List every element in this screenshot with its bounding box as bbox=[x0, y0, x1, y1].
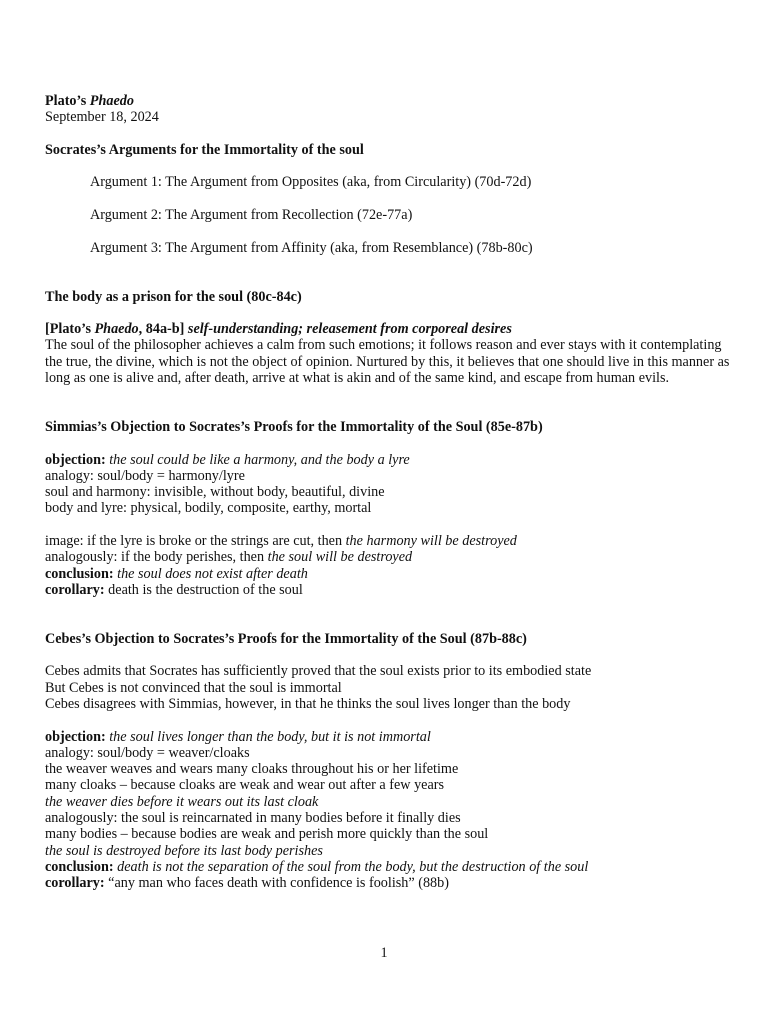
simmias-analogy: analogy: soul/body = harmony/lyre bbox=[45, 467, 245, 484]
objection-text: the soul lives longer than the body, but it is not immortal bbox=[105, 728, 431, 745]
simmias-body-lyre: body and lyre: physical, bodily, composite, earthy, mortal bbox=[45, 500, 372, 517]
citation-theme: self-understanding; releasement from corporeal desires bbox=[184, 321, 512, 338]
prison-citation bbox=[45, 321, 735, 337]
simmias-analogously bbox=[45, 549, 735, 565]
cebes-conclusion bbox=[45, 859, 735, 875]
simmias-corollary bbox=[45, 582, 735, 598]
analog-italic: the soul will be destroyed bbox=[267, 549, 413, 566]
document-date: September 18, 2024 bbox=[45, 109, 159, 126]
objection-text: the soul could be like a harmony, and the body a lyre bbox=[105, 451, 410, 468]
objection-label: objection: bbox=[45, 451, 106, 468]
citation-close: , 84a-b] bbox=[138, 321, 185, 338]
conclusion-text: death is not the separation of the soul from the body, but the destruction of the soul bbox=[113, 858, 589, 875]
analog-prefix: analogously: if the body perishes, then bbox=[45, 549, 268, 566]
argument-item: Argument 2: The Argument from Recollection (72e-77a) bbox=[90, 207, 413, 224]
cebes-bodies-line: many bodies – because bodies are weak and perish more quickly than the soul bbox=[45, 826, 489, 843]
conclusion-text: the soul does not exist after death bbox=[113, 565, 308, 582]
cebes-intro-line: But Cebes is not convinced that the soul is immortal bbox=[45, 679, 342, 696]
citation-work: Phaedo bbox=[94, 321, 139, 338]
corollary-text: death is the destruction of the soul bbox=[104, 581, 303, 598]
page-number: 1 bbox=[380, 945, 388, 961]
objection-label: objection: bbox=[45, 728, 106, 745]
cebes-heading: Cebes’s Objection to Socrates’s Proofs for the Immortality of the Soul (87b-88c) bbox=[45, 630, 527, 647]
corollary-label: corollary: bbox=[45, 875, 105, 892]
citation-open: [Plato’s bbox=[45, 321, 95, 338]
simmias-objection bbox=[45, 452, 735, 468]
document-page bbox=[45, 93, 735, 892]
corollary-label: corollary: bbox=[45, 581, 105, 598]
simmias-soul-harmony: soul and harmony: invisible, without body, beautiful, divine bbox=[45, 484, 385, 501]
cebes-intro-line: Cebes disagrees with Simmias, however, in that he thinks the soul lives longer than the body bbox=[45, 695, 571, 712]
prison-quote: The soul of the philosopher achieves a calm from such emotions; it follows reason and ever stays with it contemplating the true, the divine, which is not the object of opinion. Nurtured by this, it believes that one should live in this manner as long as one is alive and, after death, arrive at what is akin and of the same kind, and escape from human evils. bbox=[45, 337, 730, 387]
document-title bbox=[45, 93, 735, 109]
simmias-image bbox=[45, 533, 735, 549]
prison-heading: The body as a prison for the soul (80c-84c) bbox=[45, 288, 302, 305]
cebes-reincarnated: analogously: the soul is reincarnated in many bodies before it finally dies bbox=[45, 810, 461, 827]
cebes-objection bbox=[45, 729, 735, 745]
image-prefix: image: if the lyre is broke or the strings are cut, then bbox=[45, 533, 346, 550]
title-work: Phaedo bbox=[89, 93, 134, 109]
title-prefix: Plato’s bbox=[45, 93, 90, 109]
cebes-soul-destroyed: the soul is destroyed before its last body perishes bbox=[45, 842, 323, 859]
argument-item: Argument 1: The Argument from Opposites (aka, from Circularity) (70d-72d) bbox=[90, 174, 532, 191]
cebes-weaver-line: the weaver weaves and wears many cloaks throughout his or her lifetime bbox=[45, 761, 459, 778]
cebes-intro-line: Cebes admits that Socrates has sufficiently proved that the soul exists prior to its embodied state bbox=[45, 663, 592, 680]
arguments-heading: Socrates’s Arguments for the Immortality of the soul bbox=[45, 141, 364, 158]
cebes-analogy: analogy: soul/body = weaver/cloaks bbox=[45, 744, 250, 761]
image-italic: the harmony will be destroyed bbox=[345, 533, 517, 550]
simmias-heading: Simmias’s Objection to Socrates’s Proofs for the Immortality of the Soul (85e-87b) bbox=[45, 418, 543, 435]
cebes-cloaks-line: many cloaks – because cloaks are weak and wear out after a few years bbox=[45, 777, 445, 794]
conclusion-label: conclusion: bbox=[45, 565, 114, 582]
simmias-conclusion bbox=[45, 566, 735, 582]
cebes-weaver-dies: the weaver dies before it wears out its last cloak bbox=[45, 793, 319, 810]
argument-item: Argument 3: The Argument from Affinity (aka, from Resemblance) (78b-80c) bbox=[90, 239, 533, 256]
conclusion-label: conclusion: bbox=[45, 858, 114, 875]
cebes-corollary bbox=[45, 875, 735, 891]
corollary-text: “any man who faces death with confidence is foolish” (88b) bbox=[104, 875, 449, 892]
